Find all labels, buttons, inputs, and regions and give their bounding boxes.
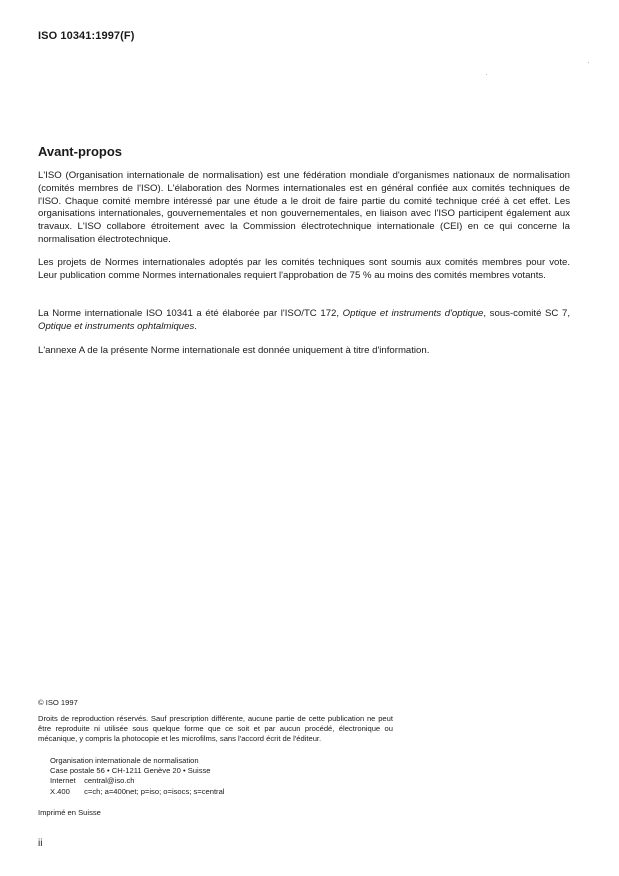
foreword-paragraph-2: Les projets de Normes internationales adoptés par les comités techniques sont soumis aux comités membres pour vote. Leur publication comme Normes internationales requiert l'approbation de 75 % au moins des comités membres votants. — [38, 257, 570, 281]
organization-name: Organisation internationale de normalisation — [50, 756, 199, 765]
internet-label: Internet — [50, 776, 76, 786]
scan-speck — [486, 74, 487, 75]
internet-value: central@iso.ch — [84, 776, 135, 786]
publisher-address-block — [50, 756, 225, 797]
page-number: ii — [38, 838, 43, 849]
copyright-notice: © ISO 1997 — [38, 698, 78, 707]
x400-contact — [50, 787, 225, 797]
printed-in: Imprimé en Suisse — [38, 808, 101, 817]
rights-statement: Droits de reproduction réservés. Sauf prescription différente, aucune partie de cette publication ne peut être reproduite ni utilisée sous quelque forme que ce soit et par aucun procédé, électronique ou mécanique, y compris la photocopie et les microfilms, sans l'accord écrit de l'éditeur. — [38, 714, 393, 744]
p3-text-before: La Norme internationale ISO 10341 a été élaborée par l'ISO/TC 172, — [38, 308, 343, 319]
p3-subcommittee-title: Optique et instruments ophtalmiques — [38, 320, 195, 332]
x400-label: X.400 — [50, 786, 70, 796]
p3-text-middle: , sous-comité SC 7, — [483, 308, 570, 319]
section-title: Avant-propos — [38, 144, 123, 159]
p3-committee-title: Optique et instruments d'optique — [342, 308, 484, 319]
scan-speck — [588, 62, 589, 63]
foreword-paragraph-1: L'ISO (Organisation internationale de normalisation) est une fédération mondiale d'organismes nationaux de normalisation (comités membres de l'ISO). L'élaboration des Normes internationales est en général confiée aux comités techniques de l'ISO. Chaque comité membre intéressé par une étude a le droit de faire partie du comité technique créé à cet effet. Les organisations internationales, gouvernementales et non gouvernementales, en liaison avec l'ISO participent également aux travaux. L'ISO collabore étroitement avec la Commission électrotechnique internationale (CEI) en ce qui concerne la normalisation électrotechnique. — [38, 170, 570, 245]
x400-value: c=ch; a=400net; p=iso; o=isocs; s=central — [84, 786, 225, 796]
postal-address: Case postale 56 • CH-1211 Genève 20 • Suisse — [50, 766, 211, 776]
document-header-code: ISO 10341:1997(F) — [38, 30, 135, 42]
internet-contact — [50, 776, 225, 786]
p3-text-after: . — [194, 320, 197, 332]
foreword-paragraph-4: L'annexe A de la présente Norme internationale est donnée uniquement à titre d'information. — [38, 345, 430, 356]
foreword-paragraph-3 — [38, 308, 570, 334]
